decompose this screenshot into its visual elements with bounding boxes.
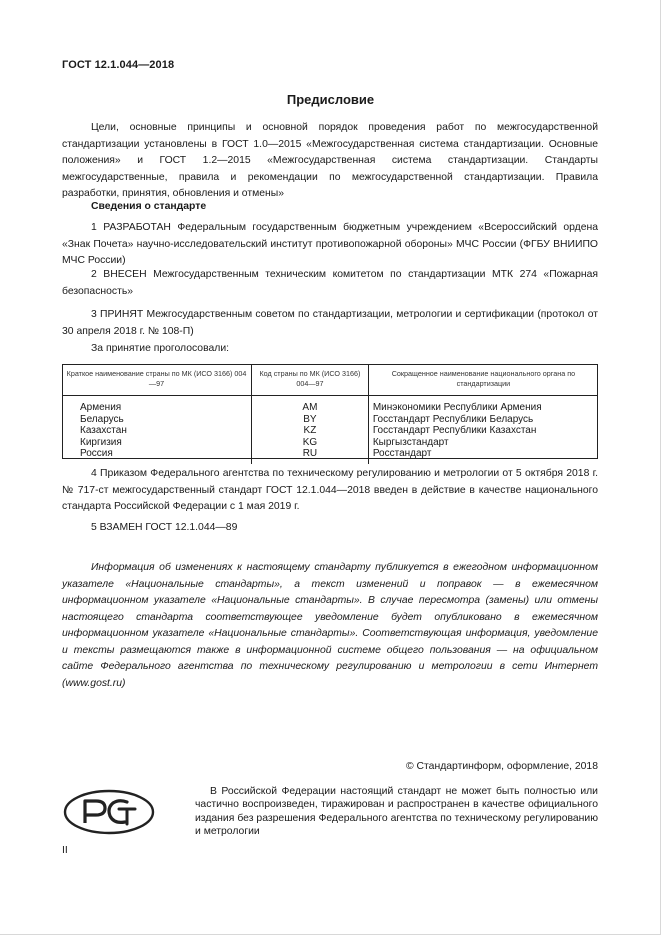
column-header-country: Краткое наименование страны по МК (ИСО 3166) 004—97 (62, 364, 252, 396)
table-row (62, 437, 598, 449)
table-row (62, 425, 598, 437)
body-cell: Росстандарт (368, 448, 598, 464)
country-cell: Казахстан (80, 425, 127, 436)
code-cell: KZ (252, 425, 369, 437)
page-title: Предисловие (286, 92, 375, 107)
item-introduced: 2 ВНЕСЕН Межгосударственным техническим комитетом по стандартизации МТК 274 «Пожарная безопасность» (62, 269, 598, 297)
voting-table-header (62, 364, 598, 396)
body-cell: Госстандарт Республики Казахстан (368, 425, 598, 437)
changes-notice: Информация об изменениях к настоящему стандарту публикуется в ежегодном информационном указателе «Национальные стандарты», а текст изменений и поправок — в ежемесячном информационном указателе «Национальные стандарты». В случае пересмотра (замены) или отмены настоящего стандарта соответствующее уведомление будет опубликовано в ежемесячном информационном указателе «Национальные стандарты». Соответствующая информация, уведомление и тексты размещаются также в информационной системе общего пользования — на официальном сайте Федерального агентства по техническому регулированию и метрологии в сети Интернет (www.gost.ru) (62, 562, 598, 689)
country-cell: Киргизия (80, 436, 122, 448)
document-code: ГОСТ 12.1.044—2018 (62, 59, 175, 71)
code-cell: KG (252, 437, 369, 449)
item-replaces: 5 ВЗАМЕН ГОСТ 12.1.044—89 (91, 522, 238, 533)
page-number: II (62, 845, 68, 856)
country-cell: Беларусь (80, 413, 124, 425)
voted-label: За принятие проголосовали: (91, 343, 230, 354)
column-header-code: Код страны по МК (ИСО 3166) 004—97 (252, 364, 369, 396)
code-cell: RU (252, 448, 369, 464)
code-cell: BY (252, 414, 369, 426)
body-cell: Кыргызстандарт (368, 437, 598, 449)
code-cell: AM (252, 396, 369, 414)
reproduction-notice: В Российской Федерации настоящий стандарт не может быть полностью или частично воспроизведен, тиражирован и распространен в качестве официального издания без разрешения Федерального агентства по техническому регулированию и метрологии (195, 786, 598, 838)
country-cell: Армения (80, 402, 122, 413)
info-heading: Сведения о стандарте (91, 201, 207, 212)
copyright-line: © Стандартинформ, оформление, 2018 (405, 761, 598, 772)
body-cell: Госстандарт Республики Беларусь (368, 414, 598, 426)
intro-paragraph: Цели, основные принципы и основной порядок проведения работ по межгосударственной стандартизации установлены в ГОСТ 1.0—2015 «Межгосударственная система стандартизации. Основные положения» и ГОСТ 1.2—2015 «Межгосударственная система стандартизации. Стандарты межгосударственные, правила и рекомендации по межгосударственной стандартизации. Правила разработки, принятия, обновления и отмены» (62, 122, 598, 199)
table-row (62, 414, 598, 426)
item-adopted: 3 ПРИНЯТ Межгосударственным советом по стандартизации, метрологии и сертификации (протокол от 30 апреля 2018 г. № 108-П) (62, 309, 598, 337)
column-header-body: Сокращенное наименование национального органа по стандартизации (368, 364, 598, 396)
voting-table (62, 364, 598, 464)
rst-certification-mark-icon (63, 789, 155, 835)
table-row (62, 448, 598, 464)
item-order: 4 Приказом Федерального агентства по техническому регулированию и метрологии от 5 октября 2018 г. № 717-ст межгосударственный стандарт ГОСТ 12.1.044—2018 введен в действие в качестве национального стандарта Российской Федерации с 1 мая 2019 г. (62, 468, 598, 512)
item-developed: 1 РАЗРАБОТАН Федеральным государственным бюджетным учреждением «Всероссийский ордена «Знак Почета» научно-исследовательский институт противопожарной обороны» МЧС России (ФГБУ ВНИИПО МЧС России) (62, 222, 598, 266)
table-row (62, 396, 598, 414)
country-cell: Россия (80, 448, 113, 459)
body-cell: Минэкономики Республики Армения (368, 396, 598, 414)
